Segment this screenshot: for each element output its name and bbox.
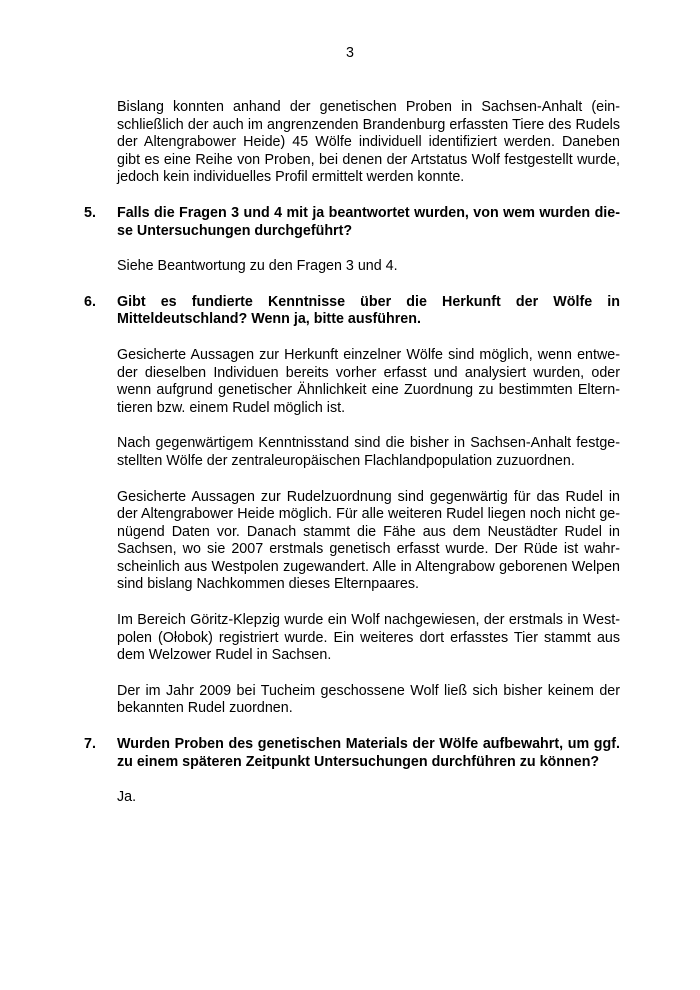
answer-paragraph: Nach gegenwärtigem Kenntnisstand sind die bisher in Sachsen-Anhalt festgestellten Wölfe der zentraleuropäischen Flachlandpopulation zuzuordnen. [117,435,620,469]
answer-paragraph: Gesicherte Aussagen zur Rudelzuordnung sind gegenwärtig für das Rudel in der Altengrabower Heide möglich. Für alle weiteren Rudel liegen noch nicht genügend Daten vor. Danach stammt die Fähe aus dem Neustädter Rudel in Sachsen, wo sie 2007 erstmals genetisch erfasst wurde. Der Rüde ist wahrscheinlich aus Westpolen zugewandert. Alle in Altengrabow geborenen Welpen sind bislang Nachkommen dieses Elternpaares. [117,488,620,593]
question-7 [84,736,620,771]
intro-paragraph: Bislang konnten anhand der genetischen Proben in Sachsen-Anhalt (einschließlich der auch im angrenzenden Brandenburg erfassten Tiere des Rudels der Altengrabower Heide) 45 Wölfe individuell identifiziert werden. Daneben gibt es eine Reihe von Proben, bei denen der Artstatus Wolf festgestellt wurde, jedoch kein individuelles Profil ermittelt werden konnte. [117,99,620,186]
question-number: 6. [84,293,96,310]
question-text: Gibt es fundierte Kenntnisse über die Herkunft der Wölfe in Mitteldeutschland? Wenn ja, bitte ausführen. [117,293,620,328]
question-text: Wurden Proben des genetischen Materials der Wölfe aufbewahrt, um ggf. zu einem späteren Zeitpunkt Untersuchungen durchführen zu können? [117,736,620,770]
question-number: 5. [84,204,96,221]
answer-paragraph: Der im Jahr 2009 bei Tucheim geschossene Wolf ließ sich bisher keinem der bekannten Rudel zuordnen. [117,682,620,717]
question-number: 7. [84,736,96,753]
page-number: 3 [346,45,354,61]
answer-paragraph: Gesicherte Aussagen zur Herkunft einzelner Wölfe sind möglich, wenn entweder dieselben Individuen bereits vorher erfasst und analysiert wurden, oder wenn aufgrund genetischer Ähnlichkeit eine Zuordnung zu bestimmten Elterntieren bzw. einem Rudel möglich ist. [117,346,620,416]
answer-paragraph: Im Bereich Göritz-Klepzig wurde ein Wolf nachgewiesen, der erstmals in Westpolen (Ołobok) registriert wurde. Ein weiteres dort erfasstes Tier stammt aus dem Welzower Rudel in Sachsen. [117,612,620,664]
question-text: Falls die Fragen 3 und 4 mit ja beantwortet wurden, von wem wurden diese Untersuchungen durchgeführt? [117,204,620,239]
question-6 [84,294,620,329]
document-body [84,99,620,807]
answer-paragraph: Ja. [117,789,137,806]
answer-paragraph: Siehe Beantwortung zu den Fragen 3 und 4. [117,258,398,275]
question-5 [84,205,620,240]
